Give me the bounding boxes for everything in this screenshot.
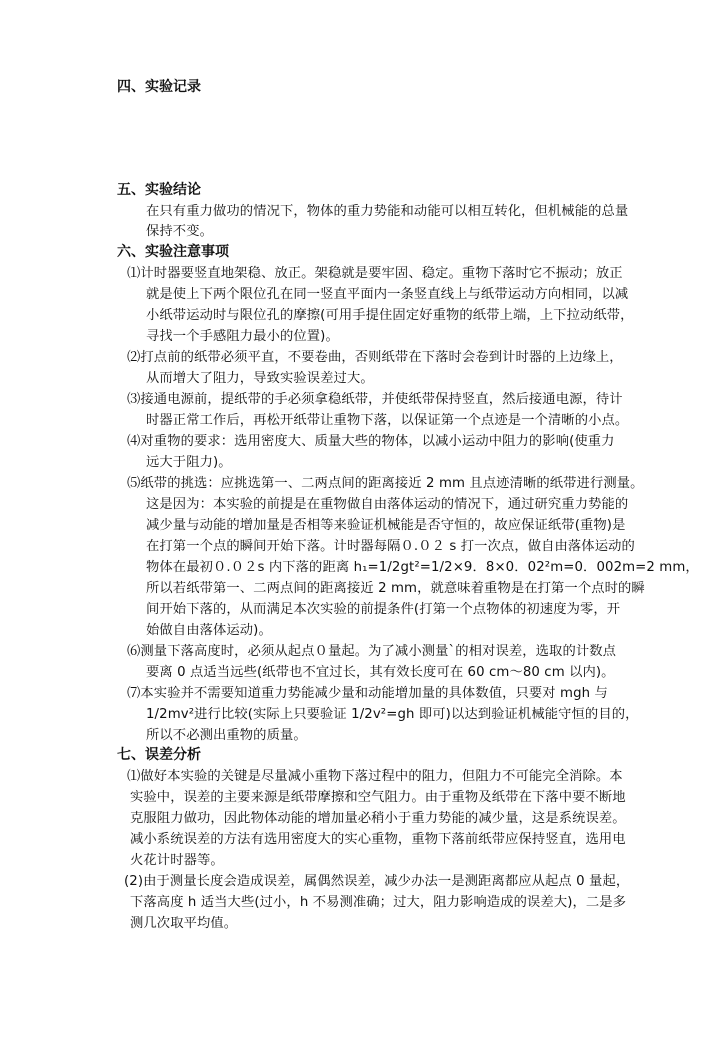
errors-line: 实验中，误差的主要来源是纸带摩擦和空气阻力。由于重物及纸带在下落中要不断地 — [130, 790, 626, 805]
errors-line: 下落高度 h 适当大些(过小，h 不易测准确；过大，阻力影响造成的误差大)，二是多 — [130, 895, 627, 910]
notes-line: 间开始下落的，从而满足本次实验的前提条件(打第一个点物体的初速度为零，开 — [146, 602, 621, 617]
notes-line: 要离 0 点适当远些(纸带也不宜过长，其有效长度可在 60 cm～80 cm 以内)。 — [146, 665, 615, 680]
errors-line: ⑴做好本实验的关键是尽量减小重物下落过程中的阻力，但阻力不可能完全消除。本 — [127, 769, 623, 784]
section-heading-conclusion: 五、实验结论 — [117, 182, 201, 198]
notes-line: 寻找一个手感阻力最小的位置)。 — [146, 329, 339, 344]
notes-line: ⑵打点前的纸带必须平直，不要卷曲，否则纸带在下落时会卷到计时器的上边缘上， — [127, 350, 623, 365]
section-heading-errors: 七、误差分析 — [117, 747, 201, 763]
errors-line: 克服阻力做功，因此物体动能的增加量必稍小于重力势能的减少量，这是系统误差。 — [130, 811, 626, 826]
notes-line: 时器正常工作后，再松开纸带让重物下落，以保证第一个点迹是一个清晰的小点。 — [146, 413, 629, 428]
section-heading-record: 四、实验记录 — [117, 79, 201, 95]
notes-line: 所以不必测出重物的质量。 — [146, 728, 307, 743]
notes-line: ⑶接通电源前，提纸带的手必须拿稳纸带，并使纸带保持竖直，然后接通电源，待计 — [127, 392, 623, 407]
notes-line: ⑷对重物的要求：选用密度大、质量大些的物体，以减小运动中阻力的影响(使重力 — [127, 434, 615, 449]
notes-line: 减少量与动能的增加量是否相等来验证机械能是否守恒的，故应保证纸带(重物)是 — [146, 518, 626, 533]
notes-line: 这是因为：本实验的前提是在重物做自由落体运动的情况下，通过研究重力势能的 — [146, 497, 629, 512]
errors-line: 减小系统误差的方法有选用密度大的实心重物，重物下落前纸带应保持竖直，选用电 — [130, 832, 626, 847]
notes-line: 所以若纸带第一、二两点间的距离接近 2 mm，就意味着重物是在打第一个点时的瞬 — [146, 581, 645, 596]
conclusion-line: 在只有重力做功的情况下，物体的重力势能和动能可以相互转化，但机械能的总量 — [146, 204, 629, 219]
notes-line: ⑴计时器要竖直地架稳、放正。架稳就是要牢固、稳定。重物下落时它不振动；放正 — [127, 266, 623, 281]
errors-line: 火花计时器等。 — [130, 853, 224, 868]
conclusion-line: 保持不变。 — [146, 224, 213, 239]
notes-line: 在打第一个点的瞬间开始下落。计时器每隔０.０２ s 打一次点，做自由落体运动的 — [146, 539, 635, 554]
notes-line: ⑸纸带的挑选：应挑选第一、二两点间的距离接近 2 mm 且点迹清晰的纸带进行测量。 — [127, 476, 644, 491]
notes-line: 从而增大了阻力，导致实验误差过大。 — [146, 371, 374, 386]
notes-line: 小纸带运动时与限位孔的摩擦(可用手提住固定好重物的纸带上端，上下拉动纸带， — [146, 308, 634, 323]
notes-line: ⑹测量下落高度时，必须从起点０量起。为了减小测量`的相对误差，选取的计数点 — [127, 644, 617, 659]
notes-line: 1/2mv²进行比较(实际上只要验证 1/2v²=gh 即可)以达到验证机械能守恒的目的， — [146, 707, 639, 722]
notes-line: 就是使上下两个限位孔在同一竖直平面内一条竖直线上与纸带运动方向相同，以减 — [146, 287, 629, 302]
notes-line: ⑺本实验并不需要知道重力势能减少量和动能增加量的具体数值，只要对 mgh 与 — [127, 686, 608, 701]
notes-line: 远大于阻力)。 — [146, 455, 232, 470]
errors-line: 测几次取平均值。 — [130, 916, 238, 931]
notes-line: 始做自由落体运动)。 — [146, 623, 272, 638]
section-heading-notes: 六、实验注意事项 — [117, 244, 229, 260]
notes-line: 物体在最初０.０２s 内下落的距离 h₁=1/2gt²=1/2×9．8×0．02²m=0．002m=2 mm， — [146, 560, 699, 575]
errors-line: (2)由于测量长度会造成误差，属偶然误差，减少办法一是测距离都应从起点 0 量起， — [124, 874, 630, 889]
